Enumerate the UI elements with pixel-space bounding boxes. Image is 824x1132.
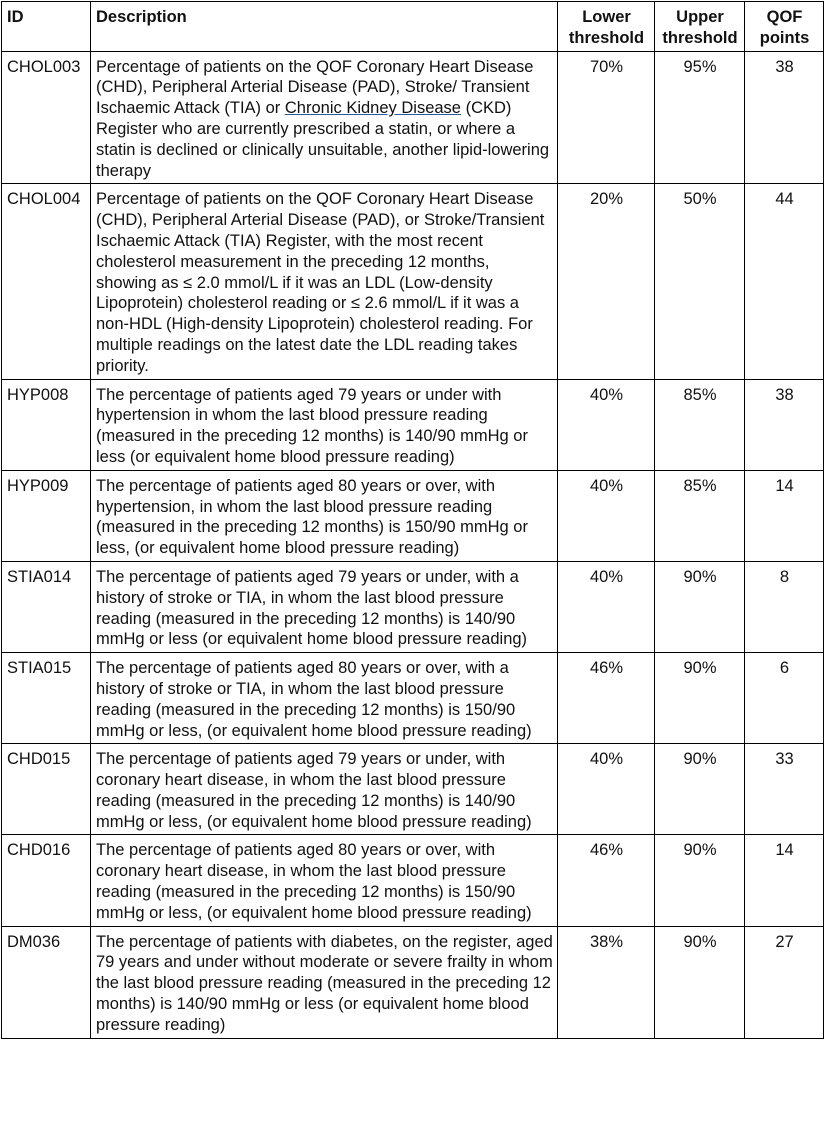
row-description: The percentage of patients aged 80 years or over, with hypertension, in whom the last blood pressure reading (measured in the preceding 12 months) is 150/90 mmHg or less, (or equivalent home blood pressure reading) bbox=[91, 470, 558, 561]
description-text: (CKD) Register who are currently prescribed a statin, or where a statin is declined or clinically unsuitable, another lipid-lowering therapy bbox=[96, 99, 550, 180]
row-upper-threshold: 95% bbox=[655, 51, 745, 184]
row-id: CHOL003 bbox=[2, 51, 91, 184]
row-qof-points: 6 bbox=[745, 653, 824, 744]
header-lower-line1: Lower bbox=[582, 8, 631, 26]
row-qof-points: 27 bbox=[745, 926, 824, 1038]
row-upper-threshold: 90% bbox=[655, 744, 745, 835]
row-id: STIA015 bbox=[2, 653, 91, 744]
header-id: ID bbox=[2, 2, 91, 52]
row-description: Percentage of patients on the QOF Coronary Heart Disease (CHD), Peripheral Arterial Disease (PAD), or Stroke/Transient Ischaemic Attack (TIA) Register, with the most recent cholesterol measurement in the preceding 12 months, showing as ≤ 2.0 mmol/L if it was an LDL (Low-density Lipoprotein) cholesterol reading or ≤ 2.6 mmol/L if it was a non-HDL (High-density Lipoprotein) cholesterol reading. For multiple readings on the latest date the LDL reading takes priority. bbox=[91, 184, 558, 379]
table-row bbox=[2, 379, 824, 470]
row-upper-threshold: 90% bbox=[655, 653, 745, 744]
row-qof-points: 44 bbox=[745, 184, 824, 379]
row-lower-threshold: 40% bbox=[558, 561, 655, 652]
header-description: Description bbox=[91, 2, 558, 52]
header-points-line2: points bbox=[759, 28, 810, 47]
row-lower-threshold: 46% bbox=[558, 653, 655, 744]
table-row bbox=[2, 184, 824, 379]
row-description: The percentage of patients aged 79 years or under, with coronary heart disease, in whom the last blood pressure reading (measured in the preceding 12 months) is 140/90 mmHg or less, (or equivalent home blood pressure reading) bbox=[91, 744, 558, 835]
row-description bbox=[91, 51, 558, 184]
qof-indicators-table bbox=[1, 1, 824, 1039]
header-lower-threshold bbox=[558, 2, 655, 52]
row-id: HYP009 bbox=[2, 470, 91, 561]
table-row bbox=[2, 835, 824, 926]
row-lower-threshold: 38% bbox=[558, 926, 655, 1038]
row-upper-threshold: 50% bbox=[655, 184, 745, 379]
header-upper-line2: threshold bbox=[662, 28, 738, 47]
row-qof-points: 38 bbox=[745, 51, 824, 184]
row-lower-threshold: 40% bbox=[558, 744, 655, 835]
row-qof-points: 8 bbox=[745, 561, 824, 652]
row-upper-threshold: 85% bbox=[655, 379, 745, 470]
row-qof-points: 14 bbox=[745, 470, 824, 561]
row-lower-threshold: 46% bbox=[558, 835, 655, 926]
row-description: The percentage of patients aged 79 years or under, with a history of stroke or TIA, in whom the last blood pressure reading (measured in the preceding 12 months) is 140/90 mmHg or less (or equivalent home blood pressure reading) bbox=[91, 561, 558, 652]
table-row bbox=[2, 51, 824, 184]
table-row bbox=[2, 653, 824, 744]
row-qof-points: 14 bbox=[745, 835, 824, 926]
table-row bbox=[2, 561, 824, 652]
header-points-line1: QOF bbox=[766, 8, 803, 26]
table-row bbox=[2, 744, 824, 835]
row-description: The percentage of patients aged 79 years or under with hypertension in whom the last blood pressure reading (measured in the preceding 12 months) is 140/90 mmHg or less (or equivalent home blood pressure reading) bbox=[91, 379, 558, 470]
row-upper-threshold: 85% bbox=[655, 470, 745, 561]
row-id: CHD015 bbox=[2, 744, 91, 835]
row-id: HYP008 bbox=[2, 379, 91, 470]
table-row bbox=[2, 926, 824, 1038]
header-qof-points bbox=[745, 2, 824, 52]
table-row bbox=[2, 470, 824, 561]
row-lower-threshold: 20% bbox=[558, 184, 655, 379]
row-description: The percentage of patients aged 80 years or over, with coronary heart disease, in whom the last blood pressure reading (measured in the preceding 12 months) is 150/90 mmHg or less, (or equivalent home blood pressure reading) bbox=[91, 835, 558, 926]
row-upper-threshold: 90% bbox=[655, 926, 745, 1038]
row-lower-threshold: 40% bbox=[558, 470, 655, 561]
header-upper-threshold bbox=[655, 2, 745, 52]
row-lower-threshold: 40% bbox=[558, 379, 655, 470]
row-id: DM036 bbox=[2, 926, 91, 1038]
row-qof-points: 33 bbox=[745, 744, 824, 835]
description-text: Percentage of patients on the QOF Coronary Heart Disease (CHD), Peripheral Arterial Disease (PAD), Stroke/ Transient Ischaemic Attack (TIA) or bbox=[96, 57, 534, 118]
table-header-row bbox=[2, 2, 824, 52]
row-lower-threshold: 70% bbox=[558, 51, 655, 184]
row-id: CHOL004 bbox=[2, 184, 91, 379]
row-description: The percentage of patients with diabetes, on the register, aged 79 years and under without moderate or severe frailty in whom the last blood pressure reading (measured in the preceding 12 months) is 140/90 mmHg or less (or equivalent home blood pressure reading) bbox=[91, 926, 558, 1038]
header-lower-line2: threshold bbox=[568, 28, 645, 47]
header-upper-line1: Upper bbox=[676, 8, 724, 26]
row-qof-points: 38 bbox=[745, 379, 824, 470]
row-id: STIA014 bbox=[2, 561, 91, 652]
ckd-link[interactable]: Chronic Kidney Disease bbox=[284, 99, 461, 118]
row-upper-threshold: 90% bbox=[655, 561, 745, 652]
row-description: The percentage of patients aged 80 years or over, with a history of stroke or TIA, in whom the last blood pressure reading (measured in the preceding 12 months) is 150/90 mmHg or less, (or equivalent home blood pressure reading) bbox=[91, 653, 558, 744]
row-upper-threshold: 90% bbox=[655, 835, 745, 926]
row-id: CHD016 bbox=[2, 835, 91, 926]
